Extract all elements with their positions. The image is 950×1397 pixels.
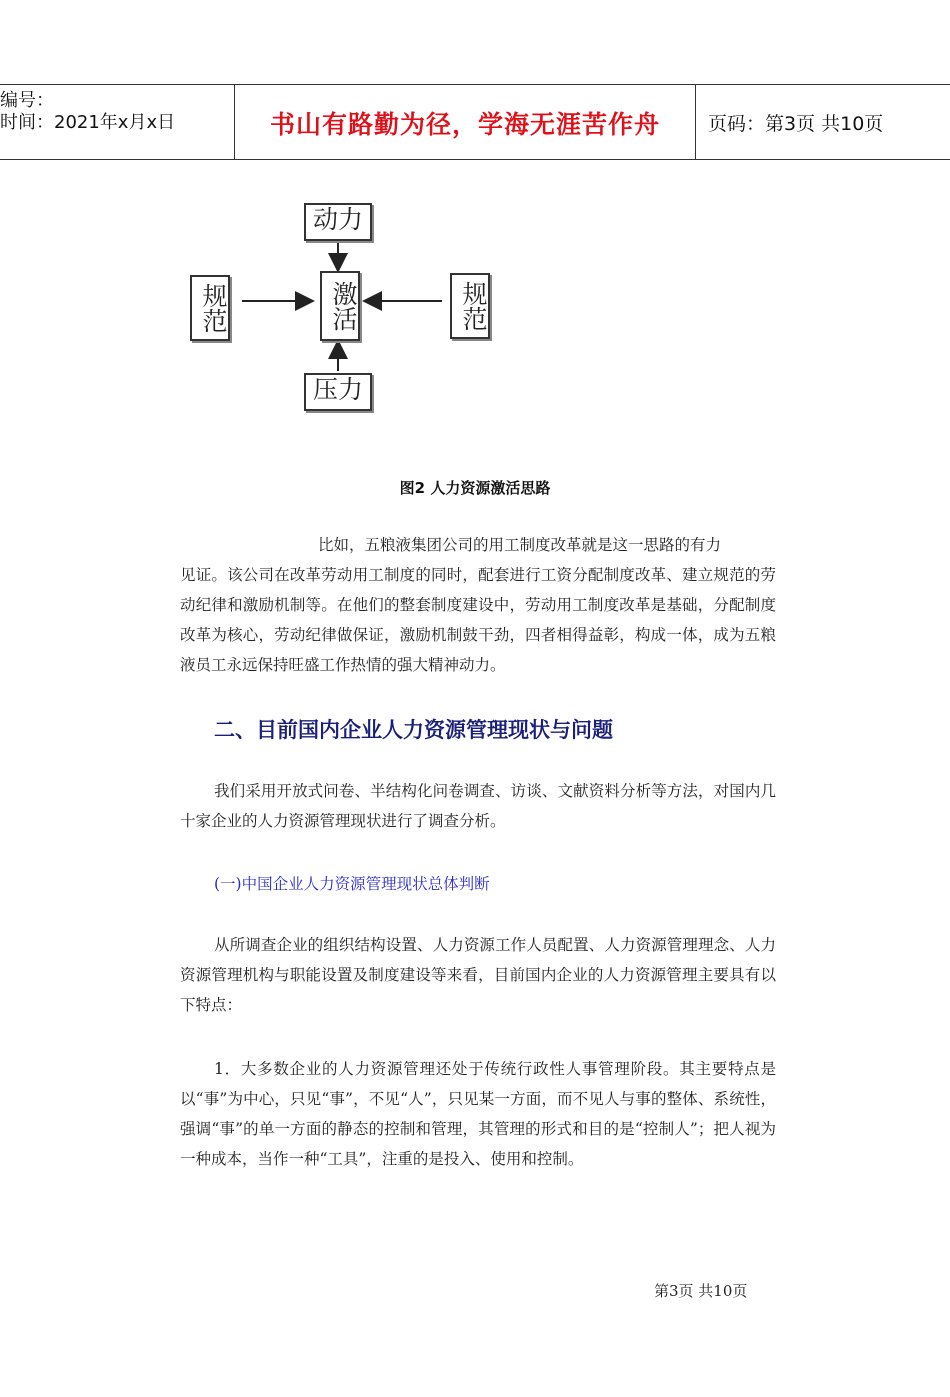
header-motto: 书山有路勤为径，学海无涯苦作舟	[269, 110, 660, 139]
paragraph-2: 我们采用开放式问卷、半结构化问卷调查、访谈、文献资料分析等方法，对国内几十家企业的人力资源管理现状进行了调查分析。	[180, 782, 776, 830]
header-right-cell	[696, 85, 950, 159]
subsection-heading: (一)中国企业人力资源管理现状总体判断	[214, 875, 490, 893]
node-top: 动力	[304, 203, 372, 241]
node-center: 激活	[320, 271, 360, 341]
paragraph-1-rest: 见证。该公司在改革劳动用工制度的同时，配套进行工资分配制度改革、建立规范的劳动纪律和激励机制等。在他们的整套制度建设中，劳动用工制度改革是基础，分配制度改革为核心，劳动纪律做保证，激励机制鼓干劲，四者相得益彰，构成一体，成为五粮液员工永远保持旺盛工作热情的强大精神动力。	[180, 566, 776, 674]
activation-diagram	[180, 195, 500, 425]
header-page-code: 页码：第3页 共10页	[708, 113, 884, 135]
serial-label: 编号：	[0, 90, 54, 111]
page-footer: 第3页 共10页	[654, 1282, 748, 1300]
section-heading: 二、目前国内企业人力资源管理现状与问题	[214, 718, 613, 742]
date-label: 时间：2021年x月x日	[0, 112, 176, 133]
paragraph-1-first-line: 比如，五粮液集团公司的用工制度改革就是这一思路的有力	[318, 536, 722, 554]
node-bottom: 压力	[304, 373, 372, 411]
paragraph-3: 从所调查企业的组织结构设置、人力资源工作人员配置、人力资源管理理念、人力资源管理机构与职能设置及制度建设等来看，目前国内企业的人力资源管理主要具有以下特点：	[180, 936, 776, 1014]
node-left: 规范	[190, 275, 230, 341]
page-header	[0, 84, 950, 160]
paragraph-4: 1．大多数企业的人力资源管理还处于传统行政性人事管理阶段。其主要特点是以“事”为中心，只见“事”，不见“人”，只见某一方面，而不见人与事的整体、系统性，强调“事”的单一方面的静态的控制和管理，其管理的形式和目的是“控制人”；把人视为一种成本，当作一种“工具”，注重的是投入、使用和控制。	[180, 1060, 776, 1168]
node-right: 规范	[450, 273, 490, 339]
paragraph-1	[180, 530, 776, 680]
header-left-cell	[0, 85, 235, 159]
header-middle-cell	[235, 85, 696, 159]
figure-caption: 图2 人力资源激活思路	[399, 479, 551, 497]
